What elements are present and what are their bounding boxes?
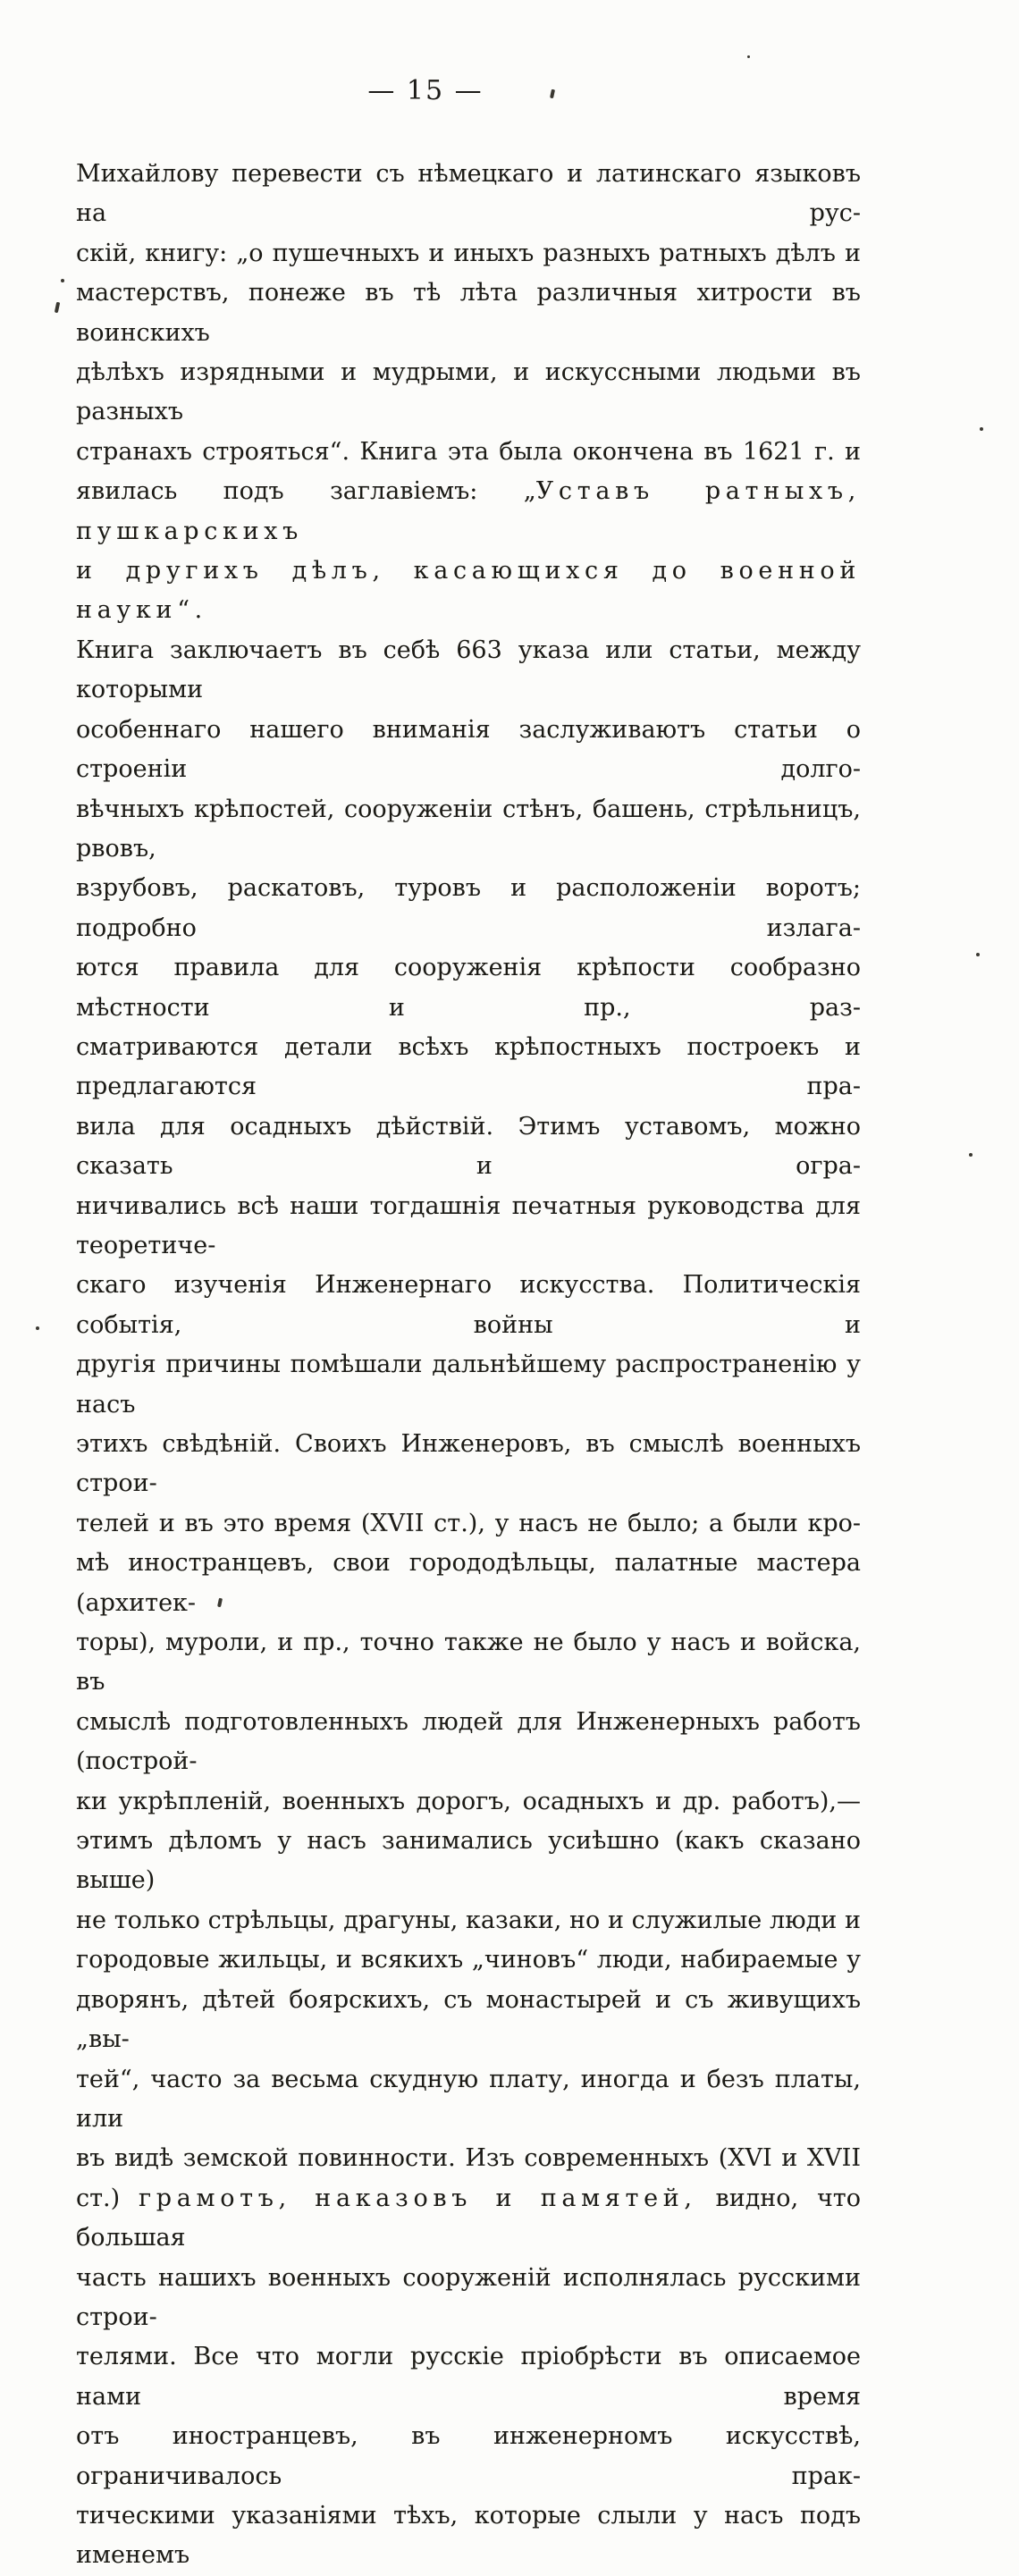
text-line	[76, 1703, 861, 1782]
body-text: ст.)	[76, 2184, 139, 2212]
body-text: сматриваются детали всѣхъ крѣпостныхъ построекъ и предлагаются пра-	[76, 1032, 861, 1101]
body-text: вила для осадныхъ дѣйствій. Этимъ уставомъ, можно сказать и огра-	[76, 1112, 861, 1181]
emphasized-spaced-text: Уставъ ратныхъ, пушкарскихъ	[76, 477, 861, 545]
text-line	[76, 631, 861, 711]
text-line	[76, 711, 861, 790]
body-text: телей и въ это время (XVII ст.), у насъ не было; а были кро-	[76, 1509, 861, 1537]
ink-speck	[55, 302, 60, 314]
body-text: отъ иностранцевъ, въ инженерномъ искусствѣ, ограничивалось прак-	[76, 2422, 861, 2490]
text-line	[76, 2417, 861, 2496]
page-text	[76, 155, 861, 2576]
body-text: часть нашихъ военныхъ сооруженій исполнялась русскими строи-	[76, 2263, 861, 2331]
text-line	[76, 1345, 861, 1425]
text-line	[76, 1107, 861, 1187]
body-text: въ видѣ земской повинности. Изъ современныхъ (XVI и XVII	[76, 2144, 861, 2173]
body-text: не только стрѣльцы, драгуны, казаки, но и служилые люди и	[76, 1906, 861, 1934]
text-line	[76, 2496, 861, 2576]
body-text: этихъ свѣдѣній. Своихъ Инженеровъ, въ смыслѣ военныхъ строи-	[76, 1430, 861, 1498]
body-text: этимъ дѣломъ у насъ занимались усиѣшно (какъ сказано выше)	[76, 1827, 861, 1895]
text-line	[76, 1187, 861, 1267]
text-line	[76, 472, 861, 551]
body-text: тей“, часто за весьма скудную плату, иногда и безъ платы, или	[76, 2065, 861, 2133]
body-text: вѣчныхъ крѣпостей, сооруженіи стѣнъ, башень, стрѣльницъ, рвовъ,	[76, 795, 861, 863]
body-text: смыслѣ подготовленныхъ людей для Инженерныхъ работъ (построй-	[76, 1707, 861, 1776]
text-line	[76, 353, 861, 433]
text-line	[76, 1981, 861, 2060]
ink-speck	[36, 1326, 39, 1330]
text-line	[76, 1425, 861, 1504]
text-line	[76, 234, 861, 274]
body-text: тическими указаніями тѣхъ, которые слыли у насъ подъ именемъ	[76, 2501, 861, 2570]
body-text: особеннаго нашего вниманія заслуживаютъ статьи о строеніи долго-	[76, 715, 861, 784]
body-text: взрубовъ, раскатовъ, туровъ и расположеніи воротъ; подробно излага-	[76, 874, 861, 942]
body-text: городовые жильцы, и всякихъ „чиновъ“ люди, набираемые у	[76, 1946, 861, 1974]
text-line	[76, 2060, 861, 2140]
emphasized-spaced-text: грамотъ, наказовъ и памятей,	[138, 2184, 697, 2212]
ink-speck	[747, 55, 750, 58]
emphasized-spaced-text: и другихъ дѣлъ, касающихся до военной науки“.	[76, 557, 861, 625]
text-line	[76, 1822, 861, 1901]
text-line	[76, 2337, 861, 2417]
text-line	[76, 948, 861, 1028]
text-line	[76, 274, 861, 353]
ink-speck	[976, 953, 980, 956]
body-text: торы), муроли, и пр., точно также не было у насъ и войска, въ	[76, 1629, 861, 1696]
text-line	[76, 1544, 861, 1623]
body-text: видно, что большая	[76, 2184, 861, 2252]
body-text: ются правила для сооруженія крѣпости сообразно мѣстности и пр., раз-	[76, 954, 861, 1022]
body-text: странахъ строяться“. Книга эта была окончена въ 1621 г. и	[76, 437, 861, 466]
body-text: явилась подъ заглавіемъ: „	[76, 477, 536, 506]
text-line	[76, 1940, 861, 1980]
text-line	[76, 1504, 861, 1544]
body-text: другія причины помѣшали дальнѣйшему распространенію у насъ	[76, 1351, 861, 1418]
ink-speck	[969, 1153, 973, 1157]
text-line	[76, 551, 861, 631]
body-text: ки укрѣпленій, военныхъ дорогъ, осадныхъ и др. работъ),—	[76, 1787, 861, 1815]
body-text: ничивались всѣ наши тогдашнія печатныя руководства для теоретиче-	[76, 1191, 861, 1259]
text-line	[76, 155, 861, 234]
body-text: телями. Все что могли русскіе пріобрѣсти въ описаемое нами время	[76, 2343, 861, 2411]
text-line	[76, 433, 861, 472]
text-line	[76, 1028, 861, 1107]
body-text: дѣлѣхъ изрядными и мудрыми, и искуссными людьми въ разныхъ	[76, 358, 861, 426]
page-number-header: — 15 —	[367, 75, 484, 106]
text-line	[76, 2179, 861, 2259]
body-text: скій, книгу: „о пушечныхъ и иныхъ разныхъ ратныхъ дѣлъ и	[76, 239, 861, 267]
body-text: скаго изученія Инженернаго искусства. Политическія событія, войны и	[76, 1271, 861, 1339]
ink-speck	[980, 427, 983, 431]
body-text: мастерствъ, понеже въ тѣ лѣта различныя хитрости въ воинскихъ	[76, 279, 861, 347]
text-line	[76, 1782, 861, 1822]
text-line	[76, 869, 861, 948]
body-text: мѣ иностранцевъ, свои горододѣльцы, палатные мастера (архитек-	[76, 1549, 861, 1617]
text-line	[76, 2259, 861, 2338]
text-line	[76, 790, 861, 870]
text-line	[76, 1266, 861, 1345]
body-text: Книга заключаетъ въ себѣ 663 указа или статьи, между которыми	[76, 636, 861, 704]
text-line	[76, 1623, 861, 1703]
body-text: дворянъ, дѣтей боярскихъ, съ монастырей и съ живущихъ „вы-	[76, 1985, 861, 2054]
text-line	[76, 2139, 861, 2178]
ink-speck	[61, 279, 64, 282]
text-line	[76, 1901, 861, 1940]
body-text: Михайлову перевести съ нѣмецкаго и латинскаго языковъ на рус-	[76, 160, 861, 228]
